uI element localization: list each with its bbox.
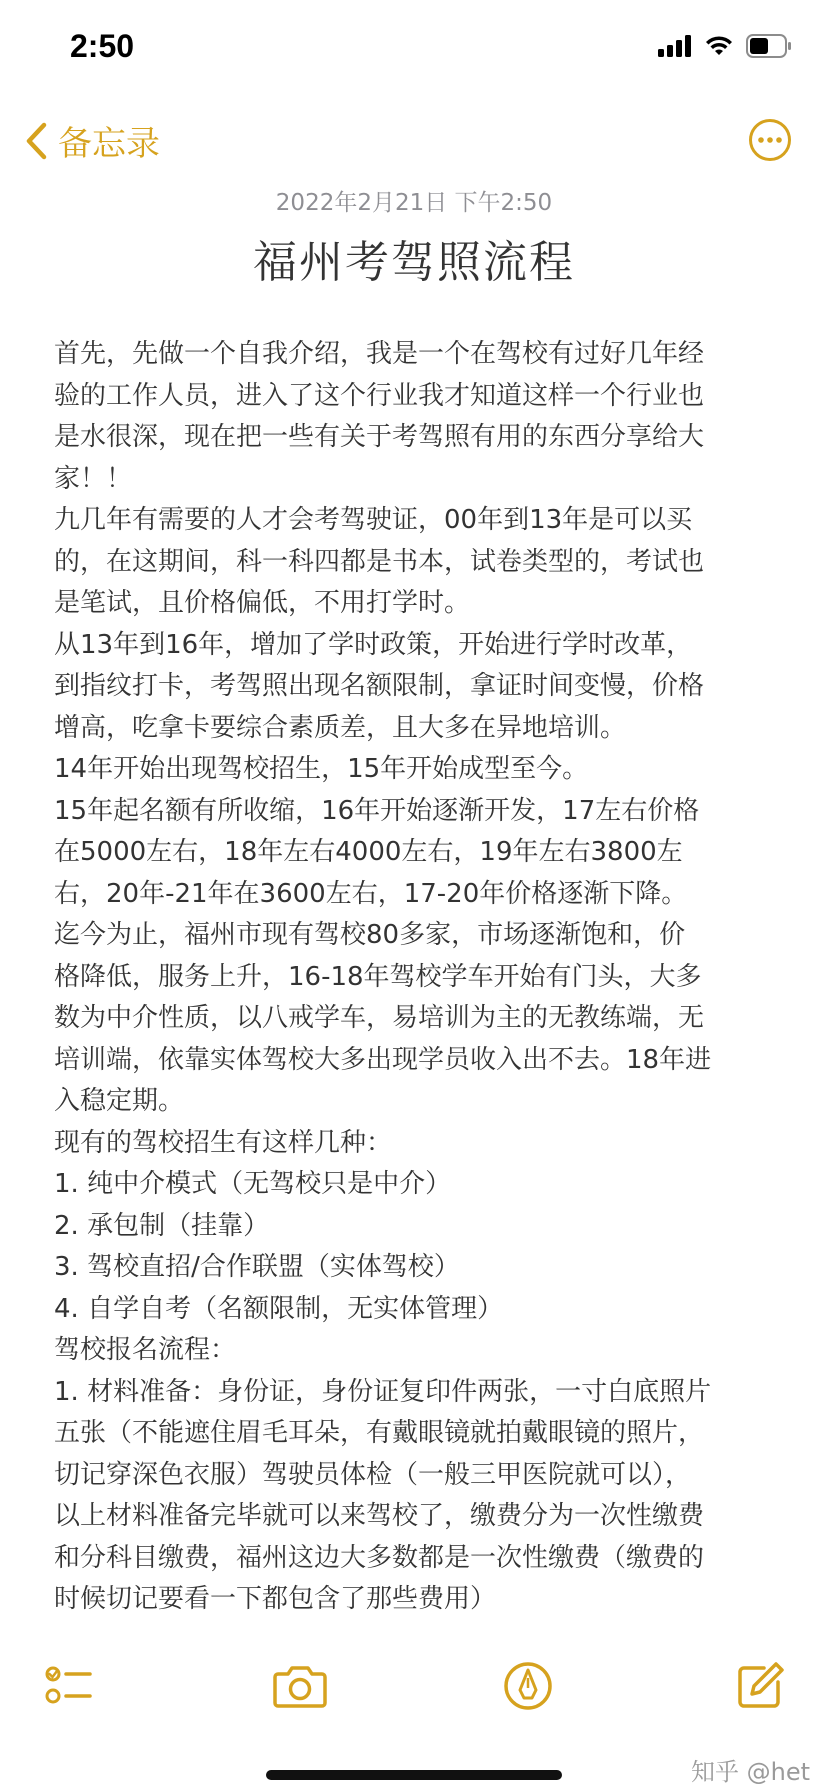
note-line: 培训端，依靠实体驾校大多出现学员收入出不去。18年进	[54, 1044, 712, 1075]
note-line: 驾校报名流程：	[54, 1335, 237, 1365]
compose-icon	[734, 1660, 786, 1712]
chevron-left-icon	[24, 121, 48, 161]
note-line: 14年开始出现驾校招生，15年开始成型至今。	[54, 754, 589, 784]
bottom-toolbar	[0, 1660, 828, 1730]
note-line: 首先，先做一个自我介绍，我是一个在驾校有过好几年经	[54, 339, 705, 369]
note-line: 是水很深，现在把一些有关于考驾照有用的东西分享给大	[54, 422, 705, 452]
ellipsis-circle-icon	[748, 118, 792, 162]
note-line: 时候切记要看一下都包含了那些费用）	[54, 1584, 497, 1614]
watermark: 知乎 @het	[690, 1758, 810, 1786]
note-line: 3. 驾校直招/合作联盟（实体驾校）	[54, 1252, 460, 1282]
markup-button[interactable]	[502, 1660, 562, 1720]
camera-button[interactable]	[272, 1660, 332, 1720]
note-line: 在5000左右，18年左右4000左右，19年左右3800左	[54, 837, 683, 867]
note-line: 格降低，服务上升，16-18年驾校学车开始有门头，大多	[54, 961, 702, 992]
status-bar	[0, 0, 828, 100]
note-line: 是笔试，且价格偏低，不用打学时。	[54, 588, 471, 618]
note-line: 的，在这期间，科一科四都是书本，试卷类型的，考试也	[54, 546, 705, 577]
note-date: 2022年2月21日 下午2:50	[275, 190, 553, 216]
note-line: 右，20年-21年在3600左右，17-20年价格逐渐下降。	[54, 878, 688, 909]
pen-tip-icon	[502, 1660, 554, 1712]
note-line: 家！！	[54, 463, 133, 494]
note-line: 验的工作人员，进入了这个行业我才知道这样一个行业也	[54, 380, 705, 411]
note-line: 数为中介性质，以八戒学车，易培训为主的无教练端，无	[54, 1003, 705, 1033]
checklist-button[interactable]	[44, 1660, 104, 1720]
compose-button[interactable]	[734, 1660, 794, 1720]
battery-icon	[746, 34, 792, 58]
note-line: 入稳定期。	[54, 1086, 185, 1116]
status-icons	[658, 34, 792, 58]
note-line: 现有的驾校招生有这样几种：	[54, 1127, 393, 1158]
checklist-icon	[44, 1660, 96, 1712]
home-indicator[interactable]	[266, 1770, 562, 1780]
note-title[interactable]: 福州考驾照流程	[253, 237, 575, 288]
note-line: 从13年到16年，增加了学时政策，开始进行学时改革，	[54, 629, 693, 660]
note-line: 迄今为止，福州市现有驾校80多家，市场逐渐饱和，价	[54, 920, 686, 950]
wifi-icon	[704, 35, 734, 57]
note-body[interactable]	[54, 334, 784, 1634]
note-line: 切记穿深色衣服）驾驶员体检（一般三甲医院就可以），	[54, 1459, 692, 1490]
camera-icon	[272, 1660, 328, 1712]
note-line: 增高，吃拿卡要综合素质差，且大多在异地培训。	[54, 712, 627, 743]
note-line: 1. 材料准备：身份证，身份证复印件两张，一寸白底照片	[54, 1376, 712, 1407]
more-button[interactable]	[748, 118, 792, 162]
note-line: 15年起名额有所收缩，16年开始逐渐开发，17左右价格	[54, 795, 700, 826]
back-button[interactable]	[24, 116, 160, 165]
note-line: 4. 自学自考（名额限制，无实体管理）	[54, 1293, 504, 1324]
note-line: 1. 纯中介模式（无驾校只是中介）	[54, 1169, 452, 1199]
back-label: 备忘录	[58, 124, 160, 164]
note-line: 和分科目缴费，福州这边大多数都是一次性缴费（缴费的	[54, 1542, 705, 1573]
cellular-signal-icon	[658, 35, 692, 57]
status-time: 2:50	[70, 28, 135, 64]
note-line: 以上材料准备完毕就可以来驾校了，缴费分为一次性缴费	[54, 1501, 705, 1531]
note-line: 九几年有需要的人才会考驾驶证，00年到13年是可以买	[54, 505, 693, 535]
note-line: 到指纹打卡，考驾照出现名额限制，拿证时间变慢，价格	[54, 671, 705, 701]
note-line: 2. 承包制（挂靠）	[54, 1210, 270, 1241]
note-line: 五张（不能遮住眉毛耳朵，有戴眼镜就拍戴眼镜的照片，	[54, 1418, 705, 1448]
nav-bar	[0, 110, 828, 180]
